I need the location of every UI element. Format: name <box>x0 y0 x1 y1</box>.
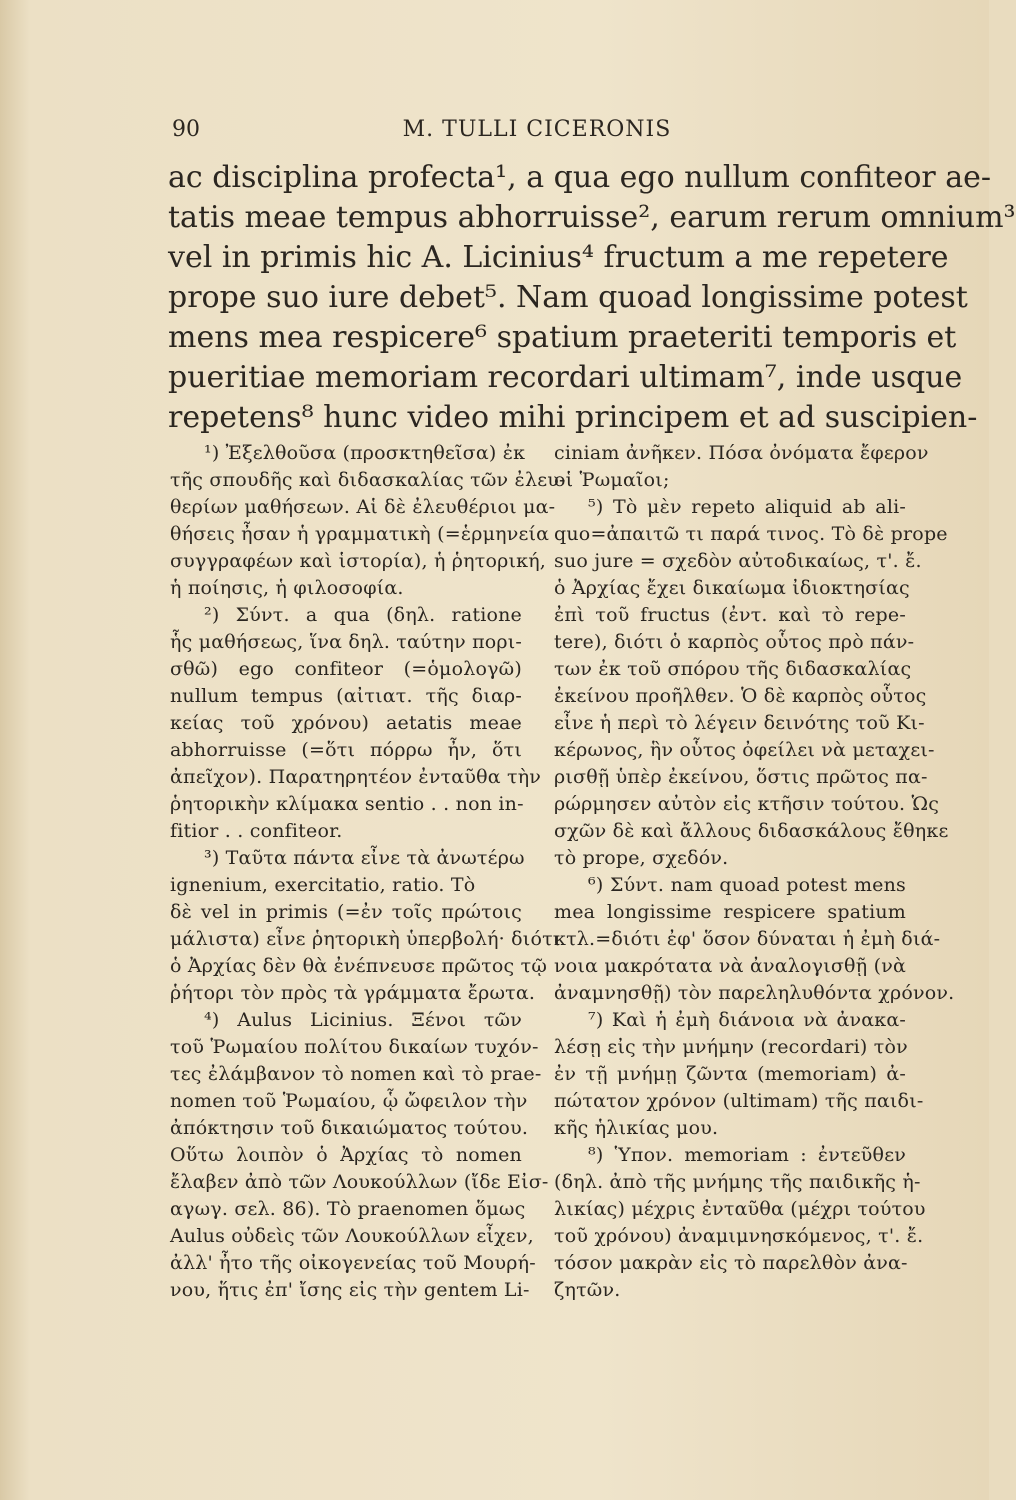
footnote-line: αγωγ. σελ. 86). Τὸ praenomen ὅμως <box>170 1198 526 1220</box>
footnote-line: quo=ἀπαιτῶ τι παρά τινος. Τὸ δὲ prope <box>554 523 948 545</box>
footnote-line: ἀλλ' ἦτο τῆς οἰκογενείας τοῦ Μουρή- <box>170 1252 536 1274</box>
footnote-line: ἀπεῖχον). Παρατηρητέον ἐνταῦθα τὴν <box>170 766 542 788</box>
footnote-line: ⁴) Aulus Licinius. Ξένοι τῶν <box>204 1009 522 1031</box>
footnote-line: σχῶν δὲ καὶ ἄλλους διδασκάλους ἔθηκε <box>554 820 949 842</box>
footnote-line: ὁ Ἀρχίας δὲν θὰ ἐνέπνευσε πρῶτος τῷ <box>170 955 548 977</box>
footnote-line: μάλιστα) εἶνε ῥητορικὴ ὑπερβολή· διότι <box>170 928 561 950</box>
footnote-line: fitior . . confiteor. <box>170 820 343 842</box>
footnote-line: ἀπόκτησιν τοῦ δικαιώματος τούτου. <box>170 1117 529 1139</box>
footnote-line: ⁷) Καὶ ἡ ἐμὴ διάνοια νὰ ἀνακα- <box>588 1009 906 1031</box>
latin-line: ac disciplina profecta¹, a qua ego nullum confiteor ae- <box>168 160 992 195</box>
footnote-line: θερίων μαθήσεων. Αἱ δὲ ἐλευθέριοι μα- <box>170 496 556 518</box>
footnote-line: nomen τοῦ Ῥωμαίου, ᾧ ὤφειλον τὴν <box>170 1090 528 1112</box>
footnote-line: θήσεις ἦσαν ἡ γραμματικὴ (=ἑρμηνεία <box>170 523 550 545</box>
footnote-line: ῥητορικὴν κλίμακα sentio . . non in- <box>170 793 524 815</box>
footnote-line: τοῦ Ῥωμαίου πολίτου δικαίων τυχόν- <box>170 1036 539 1058</box>
latin-line: pueritiae memoriam recordari ultimam⁷, inde usque <box>168 360 963 395</box>
footnotes-right-column <box>554 440 955 1304</box>
footnote-line: τῆς σπουδῆς καὶ διδασκαλίας τῶν ἐλευ- <box>170 469 566 491</box>
footnote-line: Aulus οὐδεὶς τῶν Λουκούλλων εἶχεν, <box>170 1225 534 1247</box>
footnote-line: ἐκείνου προῆλθεν. Ὁ δὲ καρπὸς οὗτος <box>554 685 927 707</box>
footnote-line: εἶνε ἡ περὶ τὸ λέγειν δεινότης τοῦ Κι- <box>554 712 925 734</box>
footnote-line: Οὕτω λοιπὸν ὁ Ἀρχίας τὸ nomen <box>170 1144 522 1166</box>
running-head <box>172 117 902 147</box>
latin-line: repetens⁸ hunc video mihi principem et ad suscipien- <box>168 400 978 435</box>
footnote-line: ρισθῇ ὑπὲρ ἐκείνου, ὅστις πρῶτος πα- <box>554 766 928 788</box>
footnote-line: κτλ.=διότι ἐφ' ὅσον δύναται ἡ ἐμὴ διά- <box>554 928 941 950</box>
footnote-line: ciniam ἀνῆκεν. Πόσα ὀνόματα ἔφερον <box>554 442 929 464</box>
footnote-line: οἱ Ῥωμαῖοι; <box>554 469 670 491</box>
footnote-line: τόσον μακρὰν εἰς τὸ παρελθὸν ἀνα- <box>554 1252 908 1274</box>
footnote-line: mea longissime respicere spatium <box>554 901 906 923</box>
footnote-line: ἔλαβεν ἀπὸ τῶν Λουκούλλων (ἴδε Εἰσ- <box>170 1171 549 1193</box>
footnote-line: κῆς ἡλικίας μου. <box>554 1117 719 1139</box>
footnote-line: τὸ prope, σχεδόν. <box>554 847 729 869</box>
footnote-line: suo jure = σχεδὸν αὐτοδικαίως, τ'. ἔ. <box>554 550 922 572</box>
footnote-line: ⁵) Τὸ μὲν repeto aliquid ab ali- <box>588 496 906 518</box>
footnote-line: ἐπὶ τοῦ fructus (ἐντ. καὶ τὸ repe- <box>554 604 906 626</box>
footnote-line: λικίας) μέχρις ἐνταῦθα (μέχρι τούτου <box>554 1198 926 1220</box>
page-number: 90 <box>172 117 200 142</box>
footnote-line: ζητῶν. <box>554 1279 621 1301</box>
footnote-line: ³) Ταῦτα πάντα εἶνε τὰ ἀνωτέρω <box>204 847 525 869</box>
footnote-line: τοῦ χρόνου) ἀναμιμνησκόμενος, τ'. ἔ. <box>554 1225 924 1247</box>
footnote-line: abhorruisse (=ὅτι πόρρω ἦν, ὅτι <box>170 739 522 761</box>
footnote-line: κέρωνος, ἣν οὗτος ὀφείλει νὰ μεταχει- <box>554 739 935 761</box>
running-title: M. TULLI CICERONIS <box>402 117 672 142</box>
footnote-line: πώτατον χρόνον (ultimam) τῆς παιδι- <box>554 1090 924 1112</box>
footnote-line: σθῶ) ego confiteor (=ὁμολογῶ) <box>170 658 522 680</box>
footnote-line: ἐν τῇ μνήμῃ ζῶντα (memoriam) ἀ- <box>554 1063 906 1085</box>
footnote-line: tere), διότι ὁ καρπὸς οὗτος πρὸ πάν- <box>554 631 915 653</box>
footnote-line: ὁ Ἀρχίας ἔχει δικαίωμα ἰδιοκτησίας <box>554 577 910 599</box>
latin-line: vel in primis hic A. Licinius⁴ fructum a me repetere <box>168 240 949 275</box>
footnote-line: nullum tempus (αἰτιατ. τῆς διαρ- <box>170 685 522 707</box>
footnote-line: συγγραφέων καὶ ἱστορία), ἡ ῥητορική, <box>170 550 547 572</box>
footnote-line: των ἐκ τοῦ σπόρου τῆς διδασκαλίας <box>554 658 912 680</box>
footnote-line: ἀναμνησθῇ) τὸν παρεληλυθόντα χρόνον. <box>554 982 955 1004</box>
footnote-line: λέσῃ εἰς τὴν μνήμην (recordari) τὸν <box>554 1036 908 1058</box>
latin-line: tatis meae tempus abhorruisse², earum rerum omnium³ <box>168 200 1016 235</box>
footnote-line: ῥήτορι τὸν πρὸς τὰ γράμματα ἔρωτα. <box>170 982 536 1004</box>
footnote-line: ¹) Ἐξελθοῦσα (προσκτηθεῖσα) ἐκ <box>204 442 526 464</box>
footnote-line: ignenium, exercitatio, ratio. Τὸ <box>170 874 476 896</box>
footnote-line: τες ἐλάμβανον τὸ nomen καὶ τὸ prae- <box>170 1063 542 1085</box>
footnote-line: ρώρμησεν αὐτὸν εἰς κτῆσιν τούτου. Ὡς <box>554 793 940 815</box>
latin-line: prope suo iure debet⁵. Nam quoad longissime potest <box>168 280 968 315</box>
latin-line: mens mea respicere⁶ spatium praeteriti temporis et <box>168 320 957 355</box>
footnote-line: ἧς μαθήσεως, ἵνα δηλ. ταύτην πορι- <box>170 631 523 653</box>
footnote-line: δὲ vel in primis (=ἐν τοῖς πρώτοις <box>170 901 522 923</box>
latin-text <box>168 158 1016 438</box>
footnotes-left-column <box>170 440 566 1304</box>
footnote-line: νου, ἥτις ἐπ' ἴσης εἰς τὴν gentem Li- <box>170 1279 530 1301</box>
footnote-line: ⁸) Ὑπον. memoriam : ἐντεῦθεν <box>588 1144 906 1166</box>
footnote-line: ⁶) Σύντ. nam quoad potest mens <box>588 874 906 896</box>
footnote-line: ἡ ποίησις, ἡ φιλοσοφία. <box>170 577 404 599</box>
footnote-line: νοια μακρότατα νὰ ἀναλογισθῇ (νὰ <box>554 955 906 977</box>
footnote-line: (δηλ. ἀπὸ τῆς μνήμης τῆς παιδικῆς ἡ- <box>554 1171 921 1193</box>
footnote-line: ²) Σύντ. a qua (δηλ. ratione <box>204 604 522 626</box>
footnote-line: κείας τοῦ χρόνου) aetatis meae <box>170 712 522 734</box>
